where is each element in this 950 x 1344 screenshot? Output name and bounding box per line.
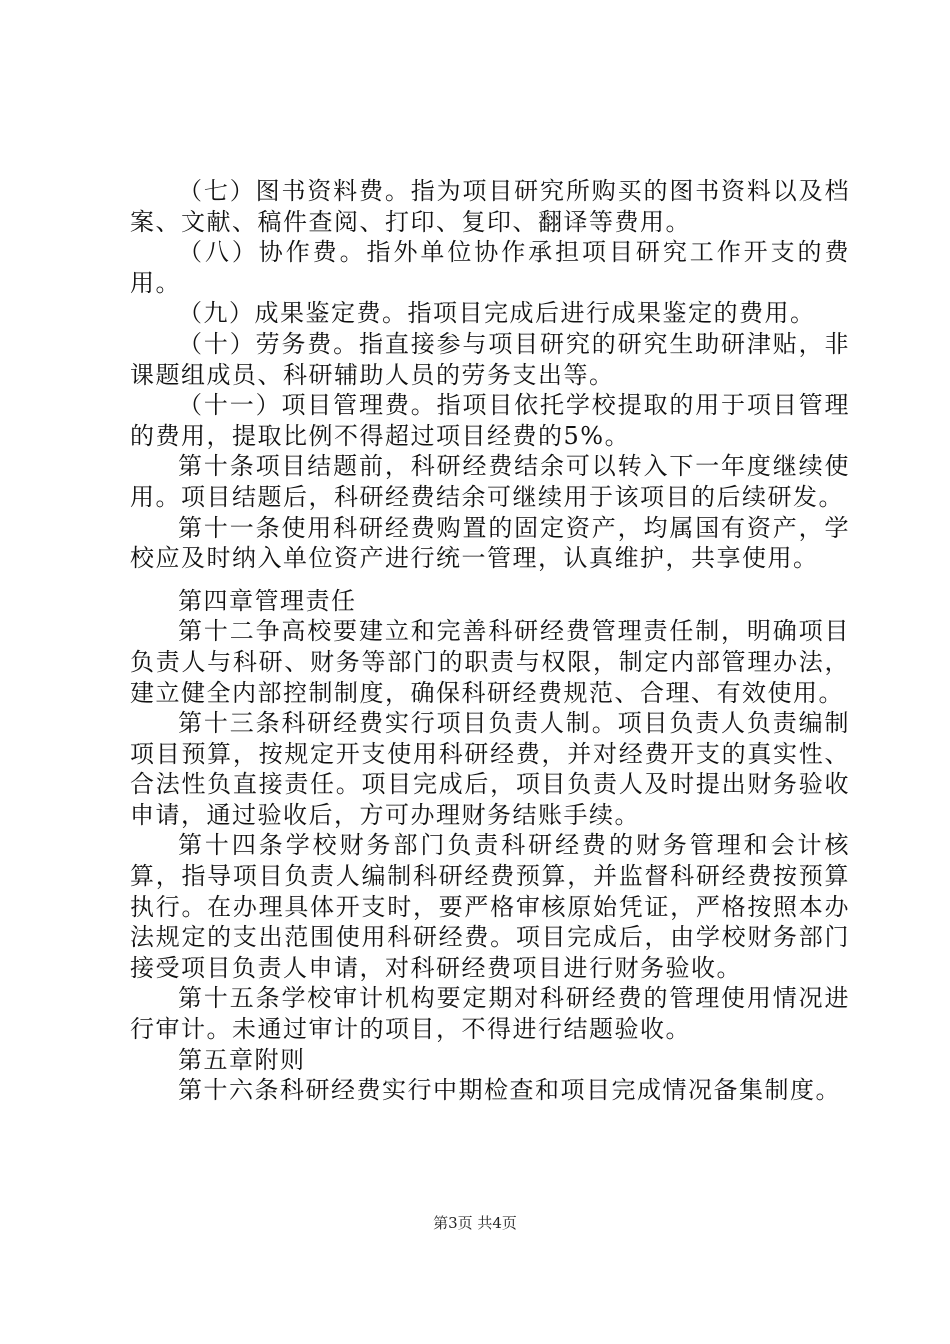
paragraph-article-13: 第十三条科研经费实行项目负责人制。项目负责人负责编制项目预算，按规定开支使用科研经费，并对经费开支的真实性、合法性负直接责任。项目完成后，项目负责人及时提出财务验收申请，通过验收后，方可办理财务结账手续。 <box>130 709 850 829</box>
paragraph-article-16: 第十六条科研经费实行中期检查和项目完成情况备集制度。 <box>178 1076 841 1105</box>
paragraph-management-fee: （十一）项目管理费。指项目依托学校提取的用于项目管理的费用，提取比例不得超过项目经费的5%。 <box>130 391 850 450</box>
paragraph-article-11: 第十一条使用科研经费购置的固定资产，均属国有资产，学校应及时纳入单位资产进行统一管理，认真维护，共享使用。 <box>130 513 850 573</box>
document-body <box>130 176 850 1106</box>
page-number-footer: 第3页 共4页 <box>433 1214 517 1232</box>
paragraph-collaboration-fee: （八）协作费。指外单位协作承担项目研究工作开支的费用。 <box>130 238 850 297</box>
paragraph-appraisal-fee: （九）成果鉴定费。指项目完成后进行成果鉴定的费用。 <box>178 299 816 328</box>
paragraph-labor-fee: （十）劳务费。指直接参与项目研究的研究生助研津贴，非课题组成员、科研辅助人员的劳务支出等。 <box>130 329 850 389</box>
paragraph-book-materials-fee: （七）图书资料费。指为项目研究所购买的图书资料以及档案、文献、稿件查阅、打印、复印、翻译等费用。 <box>130 177 850 236</box>
paragraph-article-10: 第十条项目结题前，科研经费结余可以转入下一年度继续使用。项目结题后，科研经费结余可继续用于该项目的后续研发。 <box>130 452 850 511</box>
paragraph-article-12: 第十二争高校要建立和完善科研经费管理责任制，明确项目负责人与科研、财务等部门的职责与权限，制定内部管理办法，建立健全内部控制制度，确保科研经费规范、合理、有效使用。 <box>130 617 850 707</box>
paragraph-article-14: 第十四条学校财务部门负责科研经费的财务管理和会计核算，指导项目负责人编制科研经费预算，并监督科研经费按预算执行。在办理具体开支时，要严格审核原始凭证，严格按照本办法规定的支出范围使用科研经费。项目完成后，由学校财务部门接受项目负责人申请，对科研经费项目进行财务验收。 <box>130 831 850 982</box>
chapter-4-heading: 第四章管理责任 <box>178 586 357 615</box>
paragraph-article-15: 第十五条学校审计机构要定期对科研经费的管理使用情况进行审计。未通过审计的项目，不得进行结题验收。 <box>130 984 850 1044</box>
chapter-5-heading: 第五章附则 <box>178 1045 306 1074</box>
section-gap <box>130 574 850 586</box>
